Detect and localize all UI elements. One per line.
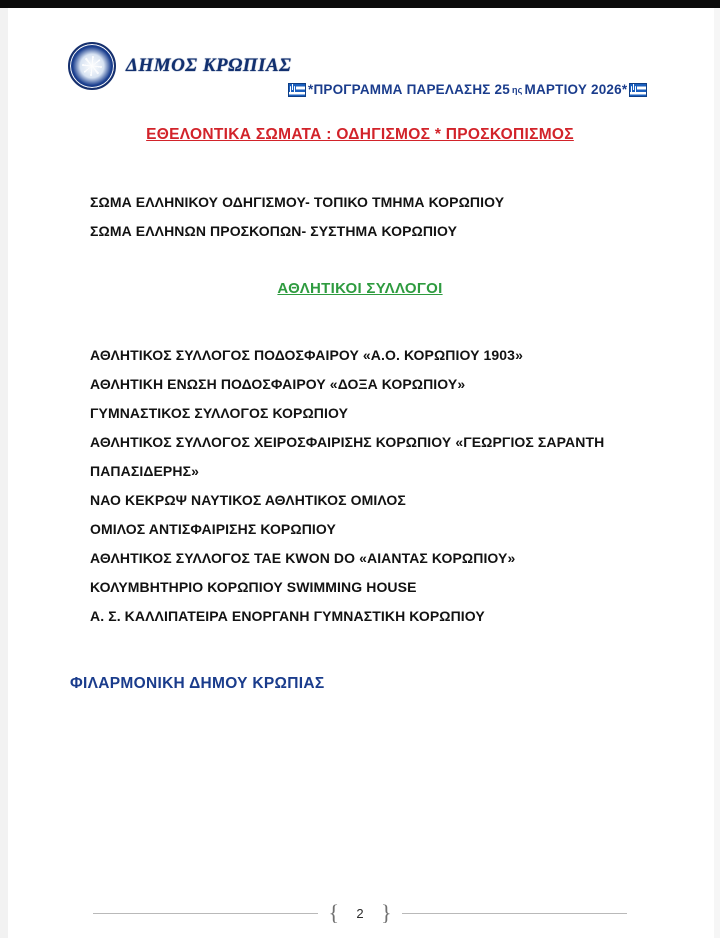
- volunteer-section-title: ΕΘΕΛΟΝΤΙΚΑ ΣΩΜΑΤΑ : ΟΔΗΓΙΣΜΟΣ * ΠΡΟΣΚΟΠΙΣΜΟΣ: [146, 126, 574, 143]
- list-item: Α. Σ. ΚΑΛΛΙΠΑΤΕΙΡΑ ΕΝΟΡΓΑΝΗ ΓΥΜΝΑΣΤΙΚΗ ΚΟΡΩΠΙΟΥ: [90, 608, 485, 624]
- footer-rule-left: [93, 913, 318, 914]
- program-title-line: [288, 82, 647, 97]
- list-item: ΑΘΛΗΤΙΚΟΣ ΣΥΛΛΟΓΟΣ ΤΑΕ KWON DO «ΑΙΑΝΤΑΣ ΚΟΡΩΠΙΟΥ»: [90, 550, 516, 566]
- sports-list: [90, 341, 670, 631]
- program-title-prefix: *ΠΡΟΓΡΑΜΜΑ ΠΑΡΕΛΑΣΗΣ 25: [308, 82, 510, 97]
- philharmonic-heading: ΦΙΛΑΡΜΟΝΙΚΗ ΔΗΜΟΥ ΚΡΩΠΙΑΣ: [70, 675, 325, 692]
- list-item: ΟΜΙΛΟΣ ΑΝΤΙΣΦΑΙΡΙΣΗΣ ΚΟΡΩΠΙΟΥ: [90, 521, 336, 537]
- list-item: ΑΘΛΗΤΙΚΗ ΕΝΩΣΗ ΠΟΔΟΣΦΑΙΡΟΥ «ΔΟΞΑ ΚΟΡΩΠΙΟΥ»: [90, 376, 466, 392]
- list-item: ΑΘΛΗΤΙΚΟΣ ΣΥΛΛΟΓΟΣ ΠΟΔΟΣΦΑΙΡΟΥ «Α.Ο. ΚΟΡΩΠΙΟΥ 1903»: [90, 347, 523, 363]
- list-item: ΝΑΟ ΚΕΚΡΩΨ ΝΑΥΤΙΚΟΣ ΑΘΛΗΤΙΚΟΣ ΟΜΙΛΟΣ: [90, 492, 406, 508]
- page-number: 2: [356, 905, 364, 921]
- right-page-edge: [714, 8, 720, 938]
- municipality-logo: [68, 42, 291, 90]
- greek-flag-icon: [288, 83, 306, 97]
- program-title-superscript: ης: [511, 84, 523, 95]
- list-item-continuation: ΠΑΠΑΣΙΔΕΡΗΣ»: [90, 463, 199, 479]
- top-black-bar: [0, 0, 720, 8]
- document-header: [60, 40, 680, 110]
- sports-section-title: ΑΘΛΗΤΙΚΟΙ ΣΥΛΛΟΓΟΙ: [277, 280, 443, 297]
- program-title-suffix: ΜΑΡΤΙΟΥ 2026*: [524, 82, 628, 97]
- list-item: ΚΟΛΥΜΒΗΤΗΡΙΟ ΚΟΡΩΠΙΟΥ SWIMMING HOUSE: [90, 579, 417, 595]
- left-page-edge: [0, 8, 8, 938]
- footer-rule-right: [402, 913, 627, 914]
- municipality-name: ΔΗΜΟΣ ΚΡΩΠΙΑΣ: [126, 55, 292, 76]
- list-item: ΣΩΜΑ ΕΛΛΗΝΙΚΟΥ ΟΔΗΓΙΣΜΟΥ- ΤΟΠΙΚΟ ΤΜΗΜΑ ΚΟΡΩΠΙΟΥ: [90, 194, 505, 210]
- footer-brace-left: {: [328, 900, 339, 925]
- list-item: ΣΩΜΑ ΕΛΛΗΝΩΝ ΠΡΟΣΚΟΠΩΝ- ΣΥΣΤΗΜΑ ΚΟΡΩΠΙΟΥ: [90, 223, 458, 239]
- greek-flag-icon: [629, 83, 647, 97]
- list-item: ΑΘΛΗΤΙΚΟΣ ΣΥΛΛΟΓΟΣ ΧΕΙΡΟΣΦΑΙΡΙΣΗΣ ΚΟΡΩΠΙΟΥ «ΓΕΩΡΓΙΟΣ ΣΑΡΑΝΤΗ: [90, 434, 605, 450]
- volunteer-list: [90, 188, 670, 246]
- footer-brace-right: }: [381, 900, 392, 925]
- municipal-seal-icon: [68, 42, 116, 90]
- page-footer: [0, 898, 720, 928]
- list-item: ΓΥΜΝΑΣΤΙΚΟΣ ΣΥΛΛΟΓΟΣ ΚΟΡΩΠΙΟΥ: [90, 405, 349, 421]
